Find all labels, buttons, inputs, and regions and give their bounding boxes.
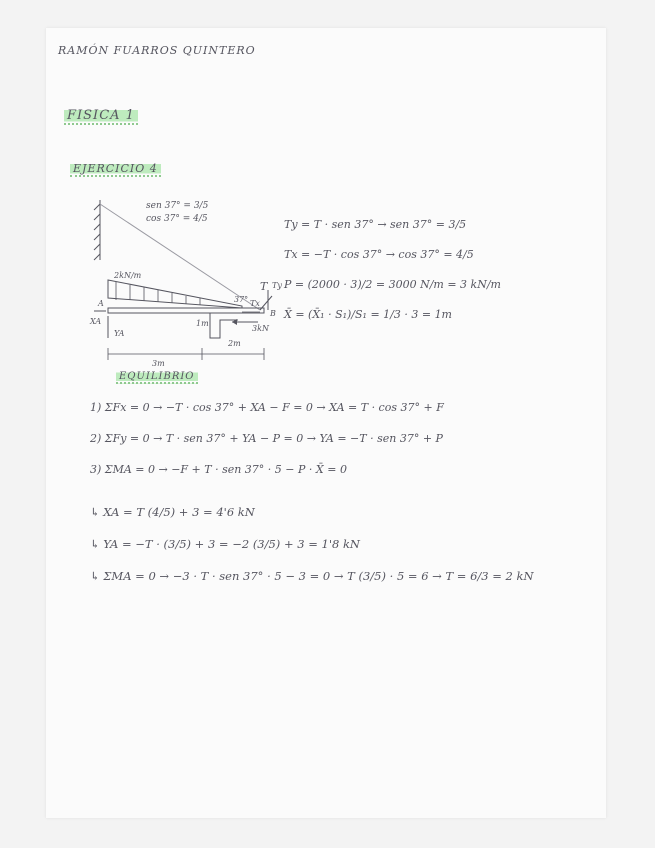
result-t: ↳ ΣMA = 0 → −3 · T · sen 37° · 5 − 3 = 0 → T (3/5) · 5 = 6 → T = 6/3 = 2 kN (90, 569, 534, 583)
force-label: 3kN (252, 324, 269, 333)
result-xa: ↳ XA = T (4/5) + 3 = 4'6 kN (90, 505, 255, 519)
component-tx: Tx = −T · cos 37° → cos 37° = 4/5 (284, 248, 474, 261)
inner-dim-label: 1m (196, 319, 209, 328)
load-label: 2kN/m (114, 271, 142, 280)
bracket (210, 313, 238, 338)
beam (108, 308, 264, 313)
results (90, 496, 534, 592)
author-name: RAMÓN FUARROS QUINTERO (58, 44, 256, 57)
component-xbar: X̄ = (X̄₁ · S₁)/S₁ = 1/3 · 3 = 1m (284, 308, 452, 321)
given-sin: sen 37° = 3/5 (146, 201, 209, 211)
point-a-label: A (98, 299, 104, 308)
component-ty: Ty = T · sen 37° → sen 37° = 3/5 (284, 218, 467, 231)
ty-label: Ty (272, 281, 282, 290)
subject-title: FISICA 1 (64, 108, 138, 123)
load-arrows (116, 282, 200, 305)
tension-arrow (260, 296, 272, 310)
wall (94, 200, 100, 260)
tension-label: T (260, 280, 268, 293)
angle-label: 37° (234, 295, 249, 304)
dim-right-label: 2m (228, 339, 241, 348)
equilibrium-equations (90, 392, 444, 485)
beam-diagram (92, 198, 292, 368)
ya-label: YA (114, 329, 125, 338)
point-b-label: B (270, 309, 276, 318)
tx-label: Tx (250, 299, 260, 308)
paper-sheet (46, 28, 606, 818)
equilibrium-title: EQUILIBRIO (116, 371, 198, 382)
equation-3: 3) ΣMA = 0 → −F + T · sen 37° · 5 − P · X̄ = 0 (90, 463, 347, 476)
given-cos: cos 37° = 4/5 (146, 214, 208, 224)
equation-2: 2) ΣFy = 0 → T · sen 37° + YA − P = 0 → YA = −T · sen 37° + P (90, 432, 443, 445)
dim-left-label: 3m (152, 359, 165, 368)
force-components (284, 210, 501, 330)
exercise-title: EJERCICIO 4 (70, 162, 161, 175)
equation-1: 1) ΣFx = 0 → −T · cos 37° + XA − F = 0 → XA = T · cos 37° + F (90, 401, 444, 414)
xa-label: XA (90, 317, 102, 326)
result-ya: ↳ YA = −T · (3/5) + 3 = −2 (3/5) + 3 = 1'8 kN (90, 537, 360, 551)
component-p: P = (2000 · 3)/2 = 3000 N/m = 3 kN/m (284, 278, 501, 291)
